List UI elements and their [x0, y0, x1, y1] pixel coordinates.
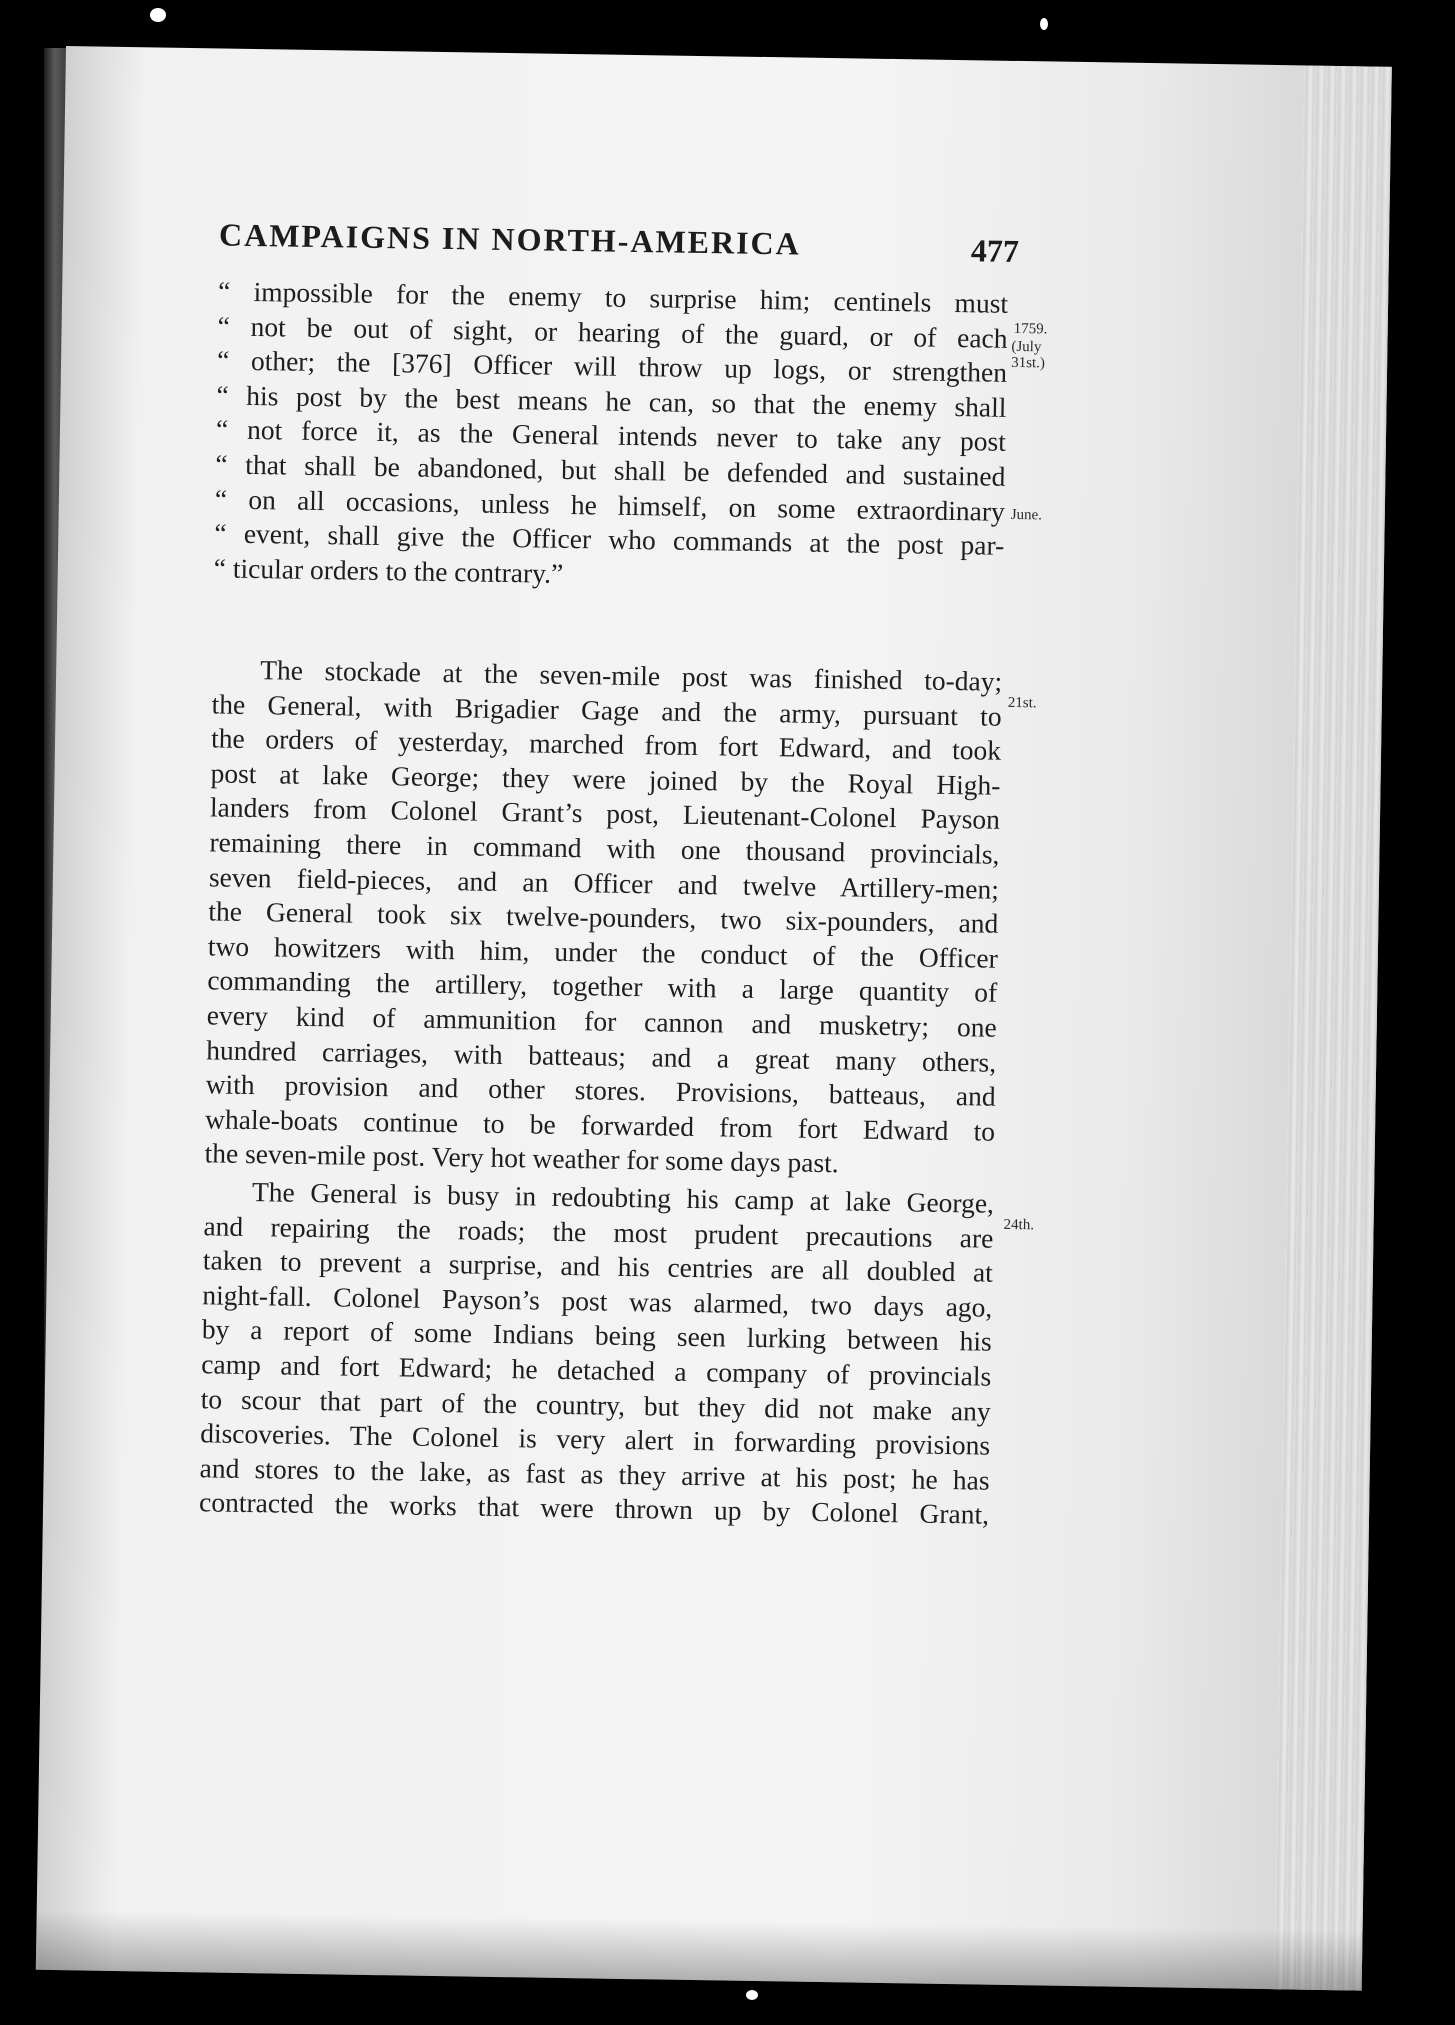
margin-note-24th: 24th. — [1003, 1216, 1035, 1234]
text-line: landers from Colonel Grant’s post, Lieutenant-Colonel Payson — [209, 791, 1001, 836]
margin-note-21st: 21st. — [1007, 694, 1037, 712]
quoted-orders — [214, 274, 1009, 598]
text-line: “ on all occasions, unless he himself, on some extraordinary — [214, 482, 1006, 527]
page-bottom-shadow — [36, 1910, 1363, 1991]
text-line: discoveries. The Colonel is very alert in forwarding provisions — [199, 1417, 991, 1461]
text-line: “ other; the [376] Officer will throw up logs, or strengthen — [216, 344, 1008, 389]
text-line: “ his post by the best means he can, so that the enemy shall — [216, 379, 1007, 423]
text-line: and repairing the roads; the most prudent precautions are — [203, 1209, 994, 1254]
text-line: the General, with Brigadier Gage and the army, pursuant to — [211, 687, 1002, 732]
page-number: 477 — [970, 232, 1020, 269]
text-line: commanding the artillery, together with a large quantity of — [207, 964, 998, 1009]
text-line: the seven-mile post. Very hot weather for some days past. — [204, 1137, 839, 1179]
text-line: the General took six twelve-pounders, two six-pounders, and — [208, 895, 999, 939]
running-title: CAMPAIGNS IN NORTH-AMERICA — [218, 216, 802, 262]
text-line: “ event, shall give the Officer who commands at the post par- — [214, 517, 1005, 561]
page-gutter-edge — [1274, 65, 1392, 1990]
text-line: post at lake George; they were joined by the Royal High- — [210, 757, 1001, 801]
text-line: remaining there in command with one thousand provincials, — [209, 826, 1000, 870]
book-page — [36, 46, 1392, 1991]
text-line: the orders of yesterday, marched from fort Edward, and took — [210, 722, 1002, 766]
text-line: “ not force it, as the General intends never to take any post — [215, 413, 1007, 458]
text-line: camp and fort Edward; he detached a company of provincials — [201, 1348, 992, 1392]
text-line: every kind of ammunition for cannon and musketry; one — [206, 999, 997, 1043]
text-line: “ ticular orders to the contrary.” — [213, 552, 564, 589]
margin-note-june: June. — [1010, 506, 1043, 524]
running-header — [218, 216, 1020, 269]
scan-speck — [1040, 18, 1048, 30]
margin-note-year: 1759. — [1013, 320, 1048, 338]
text-line: taken to prevent a surprise, and his centries are all doubled at — [202, 1244, 994, 1288]
text-line: and stores to the lake, as fast as they arrive at his post; he has — [199, 1452, 990, 1496]
text-line: by a report of some Indians being seen lurking between his — [201, 1313, 993, 1358]
text-line: to scour that part of the country, but they did not make any — [200, 1382, 991, 1427]
text-line: two howitzers with him, under the conduct of the Officer — [207, 930, 999, 974]
text-line: “ that shall be abandoned, but shall be defended and sustained — [215, 448, 1006, 492]
text-line: whale-boats continue to be forwarded from fort Edward to — [204, 1103, 996, 1147]
text-line: hundred carriages, with batteaus; and a great many others, — [206, 1033, 997, 1078]
margin-note-bracket-date: (July 31st.) — [1011, 338, 1046, 372]
text-line: The stockade at the seven-mile post was finished to-day; — [259, 654, 1003, 697]
text-line: night-fall. Colonel Payson’s post was alarmed, two days ago, — [202, 1279, 993, 1323]
text-line: “ not be out of sight, or hearing of the guard, or of each — [217, 310, 1008, 354]
text-line: The General is busy in redoubting his camp at lake George, — [251, 1176, 995, 1219]
scan-speck — [150, 8, 166, 22]
text-line: with provision and other stores. Provisions, batteaus, and — [205, 1068, 996, 1112]
text-line: seven field-pieces, and an Officer and twelve Artillery-men; — [208, 860, 1000, 905]
text-line: “ impossible for the enemy to surprise him; centinels must — [217, 275, 1009, 319]
scan-speck — [746, 1990, 758, 2000]
paragraph-stockade — [204, 652, 1002, 1183]
text-line: contracted the works that were thrown up by Colonel Grant, — [198, 1486, 990, 1531]
paragraph-redoubting — [199, 1174, 994, 1532]
